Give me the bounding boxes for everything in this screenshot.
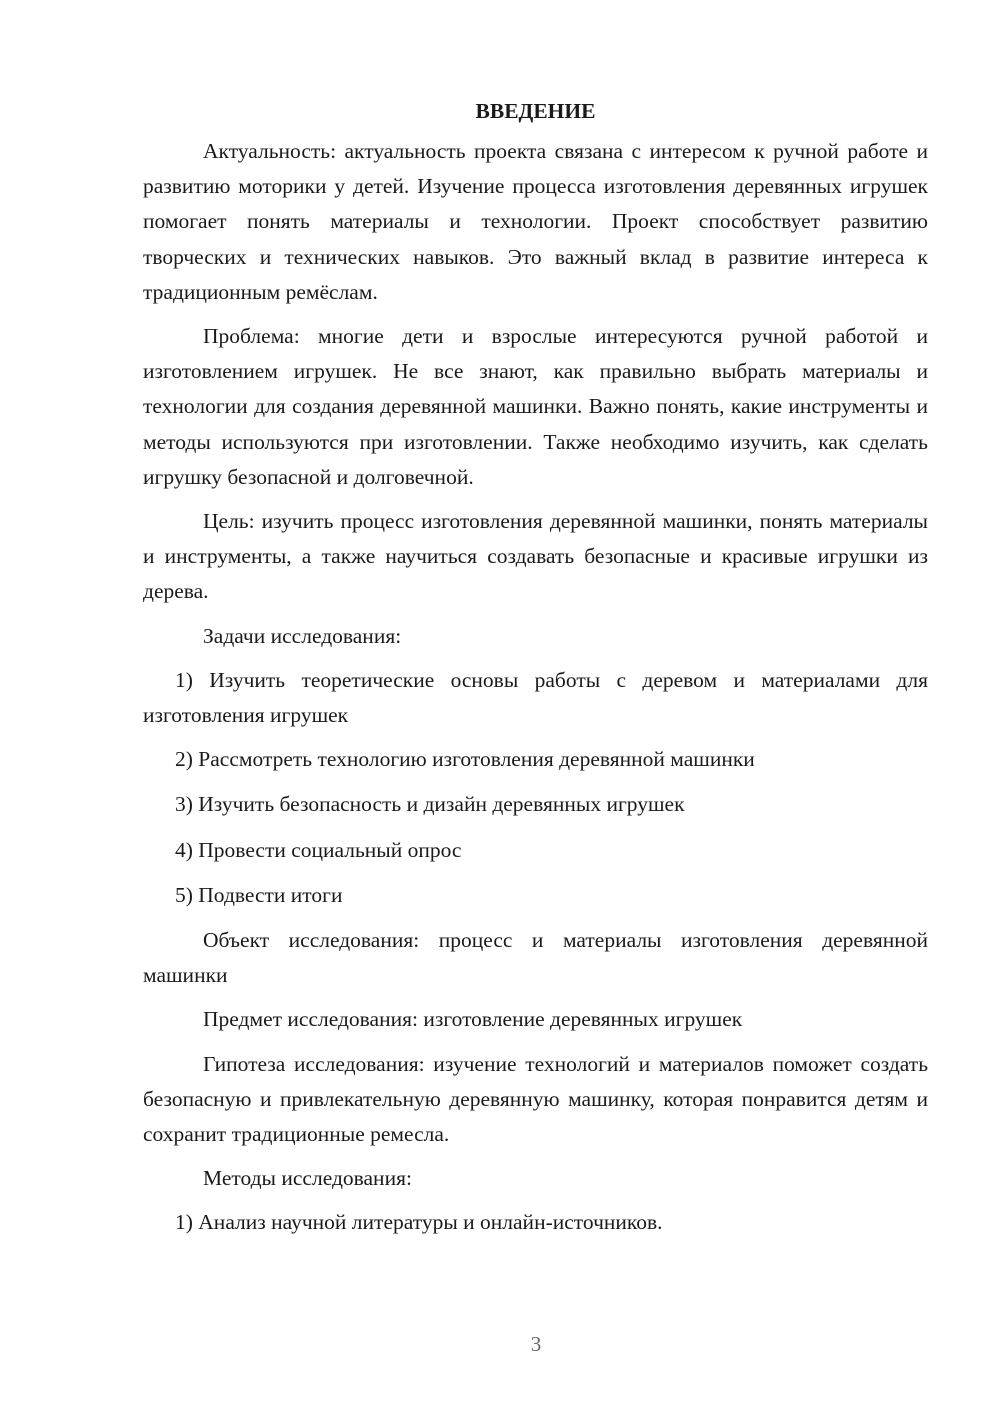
subject-paragraph: Предмет исследования: изготовление деревянных игрушек [203, 1007, 743, 1032]
task-item-5: 5) Подвести итоги [175, 882, 343, 907]
tasks-heading: Задачи исследования: [203, 623, 402, 648]
relevance-paragraph: Актуальность: актуальность проекта связана с интересом к ручной работе и развитию моторики у детей. Изучение процесса изготовления деревянных игрушек помогает понять материалы и технологии. Проект способствует развитию творческих и технических навыков. Это важный вклад в развитие интереса к традиционным ремёслам. [143, 139, 928, 304]
page-number: 3 [530, 1332, 542, 1356]
document-page [143, 96, 928, 1251]
task-item-4: 4) Провести социальный опрос [175, 837, 462, 862]
goal-paragraph: Цель: изучить процесс изготовления деревянной машинки, понять материалы и инструменты, а также научиться создавать безопасные и красивые игрушки из дерева. [143, 509, 928, 604]
problem-paragraph: Проблема: многие дети и взрослые интересуются ручной работой и изготовлением игрушек. Не все знают, как правильно выбрать материалы и технологии для создания деревянной машинки. Важно понять, какие инструменты и методы используются при изготовлении. Также необходимо изучить, как сделать игрушку безопасной и долговечной. [143, 324, 928, 489]
task-item-1: 1) Изучить теоретические основы работы с деревом и материалами для изготовления игрушек [143, 667, 928, 728]
task-item-2: 2) Рассмотреть технологию изготовления деревянной машинки [175, 747, 755, 772]
object-paragraph: Объект исследования: процесс и материалы изготовления деревянной машинки [143, 928, 928, 988]
method-item-1: 1) Анализ научной литературы и онлайн-источников. [175, 1210, 663, 1235]
hypothesis-paragraph: Гипотеза исследования: изучение технологий и материалов поможет создать безопасную и привлекательную деревянную машинку, которая понравится детям и сохранит традиционные ремесла. [143, 1051, 928, 1147]
task-item-3: 3) Изучить безопасность и дизайн деревянных игрушек [175, 792, 685, 817]
methods-heading: Методы исследования: [203, 1166, 412, 1191]
section-title: ВВЕДЕНИЕ [475, 99, 596, 123]
